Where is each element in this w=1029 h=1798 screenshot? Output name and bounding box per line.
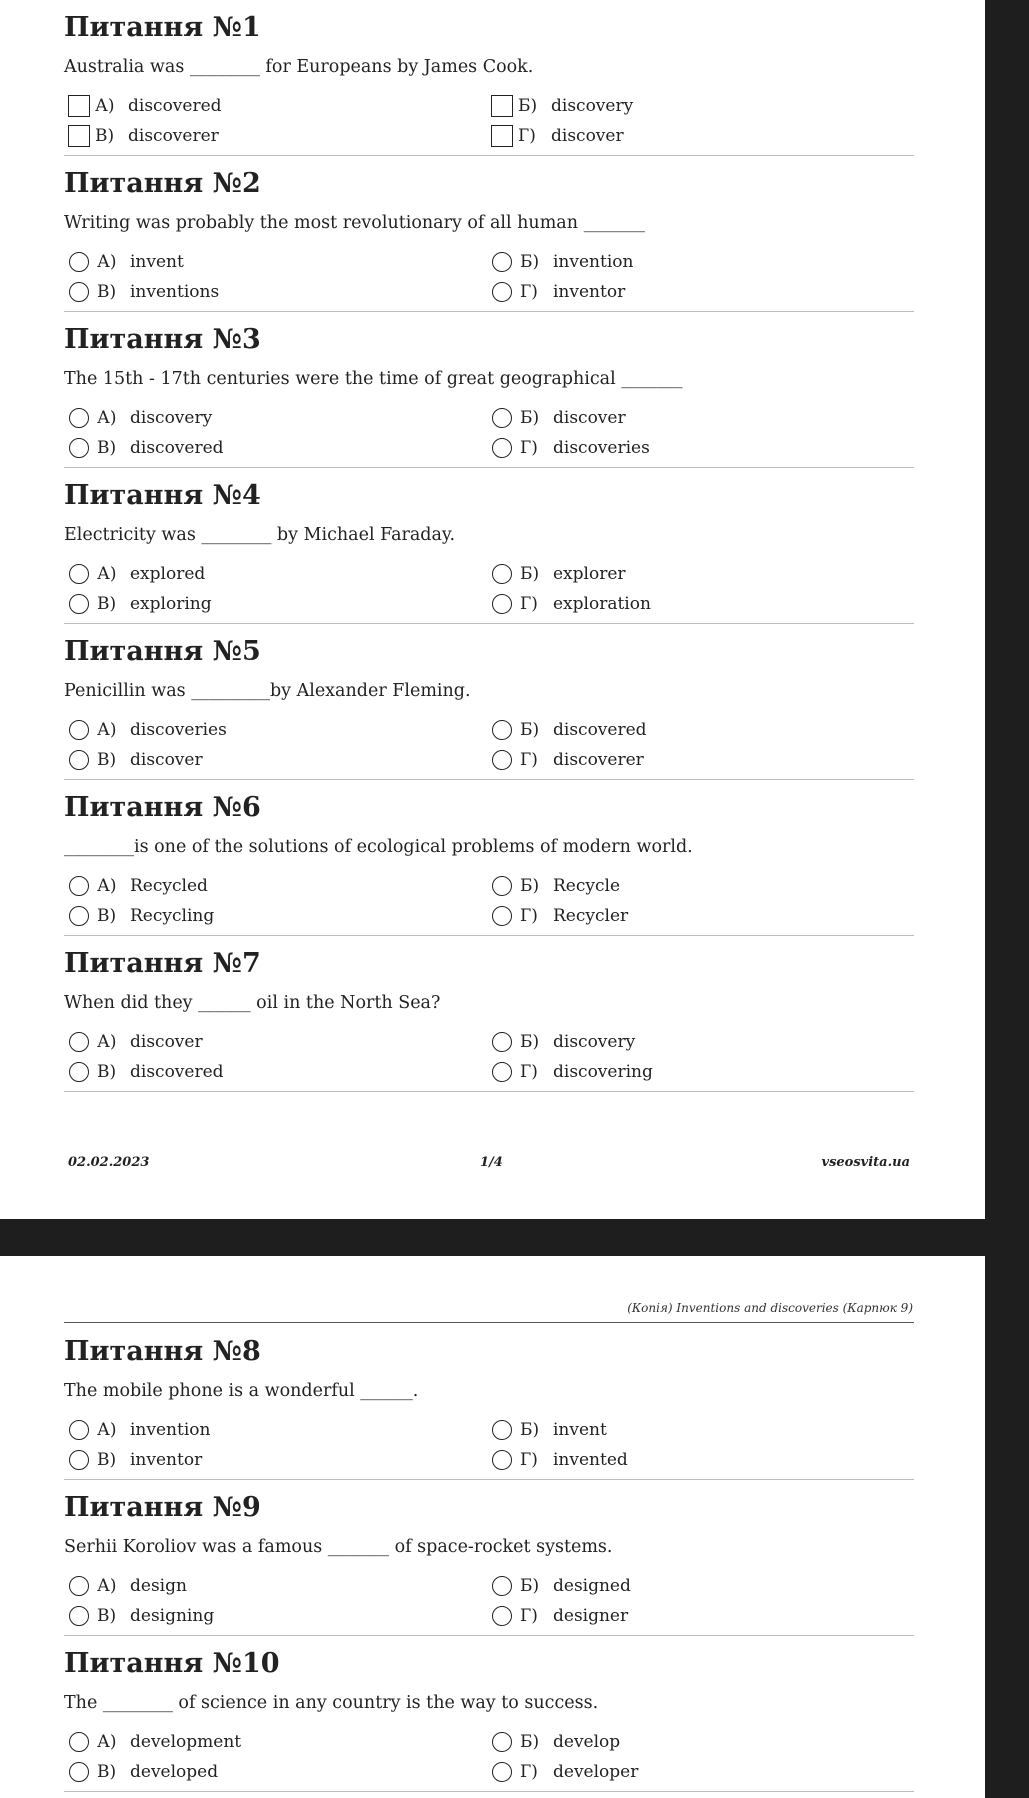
- answer-option-a[interactable]: [64, 875, 208, 897]
- option-letter: А): [97, 252, 117, 272]
- option-letter: Б): [520, 252, 540, 272]
- radio-icon[interactable]: [69, 1762, 89, 1782]
- question-8: [64, 1324, 914, 1480]
- radio-icon[interactable]: [69, 1032, 89, 1052]
- radio-icon[interactable]: [69, 408, 89, 428]
- checkbox-icon[interactable]: [68, 125, 90, 147]
- option-text: discover: [551, 126, 624, 146]
- radio-icon[interactable]: [492, 906, 512, 926]
- option-letter: Б): [520, 1576, 540, 1596]
- option-letter: В): [97, 1062, 117, 1082]
- option-letter: Б): [518, 96, 538, 116]
- answer-option-a[interactable]: [64, 563, 205, 585]
- option-letter: В): [97, 1450, 117, 1470]
- question-text: The ________ of science in any country is the way to success.: [64, 1693, 599, 1713]
- answer-option-g[interactable]: [487, 1605, 628, 1627]
- question-3: [64, 312, 914, 468]
- option-text: invented: [553, 1450, 628, 1470]
- question-text: Electricity was ________ by Michael Faraday.: [64, 525, 456, 545]
- option-letter: А): [95, 96, 115, 116]
- option-text: inventor: [130, 1450, 203, 1470]
- option-letter: Г): [520, 438, 538, 458]
- question-text: Penicillin was _________by Alexander Fleming.: [64, 681, 471, 701]
- option-text: discoverer: [128, 126, 219, 146]
- answer-option-v[interactable]: [64, 1061, 224, 1083]
- radio-icon[interactable]: [69, 1420, 89, 1440]
- checkbox-icon[interactable]: [491, 95, 513, 117]
- option-text: explorer: [553, 564, 626, 584]
- answer-option-v[interactable]: [64, 749, 203, 771]
- checkbox-icon[interactable]: [68, 95, 90, 117]
- radio-icon[interactable]: [69, 906, 89, 926]
- answer-option-a[interactable]: [64, 1031, 203, 1053]
- question-2: [64, 156, 914, 312]
- answer-option-a[interactable]: [64, 719, 227, 741]
- answer-option-g[interactable]: [487, 593, 651, 615]
- option-text: explored: [130, 564, 206, 584]
- radio-icon[interactable]: [492, 438, 512, 458]
- question-text: The mobile phone is a wonderful ______.: [64, 1381, 419, 1401]
- answer-option-b[interactable]: [487, 407, 626, 429]
- option-text: Recycler: [553, 906, 629, 926]
- radio-icon[interactable]: [492, 876, 512, 896]
- radio-icon[interactable]: [69, 1732, 89, 1752]
- answer-option-g[interactable]: [487, 281, 625, 303]
- option-text: inventions: [130, 282, 220, 302]
- answer-option-v[interactable]: [64, 437, 224, 459]
- option-letter: В): [97, 906, 117, 926]
- answer-option-v[interactable]: [64, 125, 219, 147]
- option-letter: В): [97, 438, 117, 458]
- checkbox-icon[interactable]: [491, 125, 513, 147]
- option-text: designer: [553, 1606, 629, 1626]
- option-letter: Г): [520, 594, 538, 614]
- answer-option-b[interactable]: [487, 251, 633, 273]
- radio-icon[interactable]: [69, 1062, 89, 1082]
- option-letter: Б): [520, 1032, 540, 1052]
- question-title: Питання №9: [64, 1492, 261, 1523]
- option-letter: В): [97, 1606, 117, 1626]
- radio-icon[interactable]: [492, 408, 512, 428]
- answer-option-a[interactable]: [64, 1419, 210, 1441]
- radio-icon[interactable]: [492, 750, 512, 770]
- option-letter: Б): [520, 876, 540, 896]
- option-text: inventor: [553, 282, 626, 302]
- option-letter: А): [97, 564, 117, 584]
- option-letter: Г): [520, 750, 538, 770]
- answer-option-g[interactable]: [487, 905, 628, 927]
- answer-option-b[interactable]: [487, 1575, 631, 1597]
- option-letter: Б): [520, 720, 540, 740]
- radio-icon[interactable]: [69, 594, 89, 614]
- answer-option-g[interactable]: [487, 125, 624, 147]
- question-7: [64, 936, 914, 1092]
- radio-icon[interactable]: [69, 438, 89, 458]
- option-letter: В): [97, 594, 117, 614]
- option-letter: Б): [520, 408, 540, 428]
- answer-option-v[interactable]: [64, 593, 212, 615]
- answer-option-b[interactable]: [487, 1419, 607, 1441]
- footer-date: 02.02.2023: [68, 1155, 150, 1170]
- option-text: Recycled: [130, 876, 208, 896]
- option-letter: Б): [520, 564, 540, 584]
- answer-option-a[interactable]: [64, 95, 222, 117]
- question-title: Питання №4: [64, 480, 261, 511]
- option-letter: Г): [520, 1762, 538, 1782]
- answer-option-g[interactable]: [487, 1061, 653, 1083]
- option-letter: А): [97, 876, 117, 896]
- option-text: invention: [553, 252, 634, 272]
- question-9: [64, 1480, 914, 1636]
- option-text: exploration: [553, 594, 651, 614]
- radio-icon[interactable]: [492, 1032, 512, 1052]
- radio-icon[interactable]: [69, 564, 89, 584]
- answer-option-a[interactable]: [64, 407, 212, 429]
- answer-option-a[interactable]: [64, 1575, 187, 1597]
- option-text: invention: [130, 1420, 211, 1440]
- option-text: discovering: [553, 1062, 653, 1082]
- option-text: Recycling: [130, 906, 215, 926]
- page-header-reference: (Копія) Inventions and discoveries (Карпюк 9): [627, 1301, 913, 1315]
- answer-option-v[interactable]: [64, 281, 219, 303]
- option-text: discovered: [128, 96, 222, 116]
- radio-icon[interactable]: [69, 252, 89, 272]
- answer-option-v[interactable]: [64, 905, 214, 927]
- option-text: discoveries: [130, 720, 227, 740]
- question-10: [64, 1636, 914, 1792]
- radio-icon[interactable]: [69, 876, 89, 896]
- option-text: discovered: [130, 1062, 224, 1082]
- radio-icon[interactable]: [69, 282, 89, 302]
- question-title: Питання №2: [64, 168, 261, 199]
- question-title: Питання №10: [64, 1648, 280, 1679]
- question-text: ________is one of the solutions of ecological problems of modern world.: [64, 837, 693, 857]
- option-letter: В): [97, 282, 117, 302]
- footer-site: vseosvita.ua: [821, 1155, 910, 1170]
- worksheet-page-2: [0, 1256, 985, 1798]
- answer-option-v[interactable]: [64, 1449, 202, 1471]
- header-divider: [64, 1322, 914, 1323]
- option-text: discovery: [551, 96, 634, 116]
- radio-icon[interactable]: [492, 1420, 512, 1440]
- question-title: Питання №1: [64, 12, 261, 43]
- radio-icon[interactable]: [69, 750, 89, 770]
- option-letter: Г): [520, 906, 538, 926]
- radio-icon[interactable]: [492, 1762, 512, 1782]
- option-letter: Г): [520, 282, 538, 302]
- option-letter: А): [97, 1032, 117, 1052]
- answer-option-b[interactable]: [487, 95, 633, 117]
- option-text: discover: [130, 1032, 203, 1052]
- option-text: discovery: [553, 1032, 636, 1052]
- option-letter: А): [97, 720, 117, 740]
- option-letter: В): [97, 1762, 117, 1782]
- question-text: The 15th - 17th centuries were the time of great geographical _______: [64, 369, 683, 389]
- option-letter: А): [97, 408, 117, 428]
- viewer-side-panel: [985, 0, 1029, 1798]
- answer-option-b[interactable]: [487, 719, 647, 741]
- option-letter: А): [97, 1576, 117, 1596]
- option-letter: Г): [520, 1062, 538, 1082]
- answer-option-b[interactable]: [487, 563, 626, 585]
- option-letter: Г): [518, 126, 536, 146]
- question-title: Питання №7: [64, 948, 261, 979]
- answer-option-g[interactable]: [487, 437, 650, 459]
- question-1: [64, 0, 914, 156]
- radio-icon[interactable]: [492, 282, 512, 302]
- option-text: develop: [553, 1732, 621, 1752]
- question-text: Serhii Koroliov was a famous _______ of space-rocket systems.: [64, 1537, 613, 1557]
- option-letter: Б): [520, 1732, 540, 1752]
- option-text: discovered: [553, 720, 647, 740]
- radio-icon[interactable]: [69, 1606, 89, 1626]
- question-text: Writing was probably the most revolutionary of all human _______: [64, 213, 645, 233]
- question-title: Питання №8: [64, 1336, 261, 1367]
- radio-icon[interactable]: [492, 564, 512, 584]
- option-letter: А): [97, 1420, 117, 1440]
- radio-icon[interactable]: [492, 1062, 512, 1082]
- answer-option-g[interactable]: [487, 749, 644, 771]
- option-text: exploring: [130, 594, 212, 614]
- answer-option-a[interactable]: [64, 251, 184, 273]
- answer-option-v[interactable]: [64, 1605, 214, 1627]
- option-text: developed: [130, 1762, 219, 1782]
- answer-option-b[interactable]: [487, 875, 620, 897]
- option-letter: В): [97, 750, 117, 770]
- answer-option-g[interactable]: [487, 1761, 638, 1783]
- option-text: discover: [130, 750, 203, 770]
- radio-icon[interactable]: [69, 1576, 89, 1596]
- answer-option-b[interactable]: [487, 1731, 620, 1753]
- question-title: Питання №5: [64, 636, 261, 667]
- option-text: invent: [130, 252, 184, 272]
- radio-icon[interactable]: [492, 252, 512, 272]
- answer-option-a[interactable]: [64, 1731, 241, 1753]
- question-5: [64, 624, 914, 780]
- answer-option-v[interactable]: [64, 1761, 218, 1783]
- option-letter: Б): [520, 1420, 540, 1440]
- option-text: invent: [553, 1420, 607, 1440]
- radio-icon[interactable]: [492, 1732, 512, 1752]
- answer-option-b[interactable]: [487, 1031, 635, 1053]
- radio-icon[interactable]: [492, 594, 512, 614]
- question-text: Australia was ________ for Europeans by James Cook.: [64, 57, 534, 77]
- radio-icon[interactable]: [69, 1450, 89, 1470]
- question-4: [64, 468, 914, 624]
- question-title: Питання №3: [64, 324, 261, 355]
- option-text: development: [130, 1732, 242, 1752]
- question-title: Питання №6: [64, 792, 261, 823]
- option-text: discoveries: [553, 438, 650, 458]
- radio-icon[interactable]: [69, 720, 89, 740]
- question-6: [64, 780, 914, 936]
- option-letter: А): [97, 1732, 117, 1752]
- radio-icon[interactable]: [492, 1606, 512, 1626]
- option-text: developer: [553, 1762, 639, 1782]
- option-text: discover: [553, 408, 626, 428]
- footer-page-number: 1/4: [480, 1155, 503, 1170]
- option-text: discovered: [130, 438, 224, 458]
- radio-icon[interactable]: [492, 1450, 512, 1470]
- option-text: Recycle: [553, 876, 621, 896]
- option-text: designing: [130, 1606, 215, 1626]
- radio-icon[interactable]: [492, 720, 512, 740]
- radio-icon[interactable]: [492, 1576, 512, 1596]
- question-text: When did they ______ oil in the North Sea?: [64, 993, 441, 1013]
- option-text: discovery: [130, 408, 213, 428]
- answer-option-g[interactable]: [487, 1449, 628, 1471]
- option-letter: Г): [520, 1606, 538, 1626]
- option-text: discoverer: [553, 750, 644, 770]
- option-letter: В): [95, 126, 115, 146]
- option-text: design: [130, 1576, 187, 1596]
- option-letter: Г): [520, 1450, 538, 1470]
- option-text: designed: [553, 1576, 631, 1596]
